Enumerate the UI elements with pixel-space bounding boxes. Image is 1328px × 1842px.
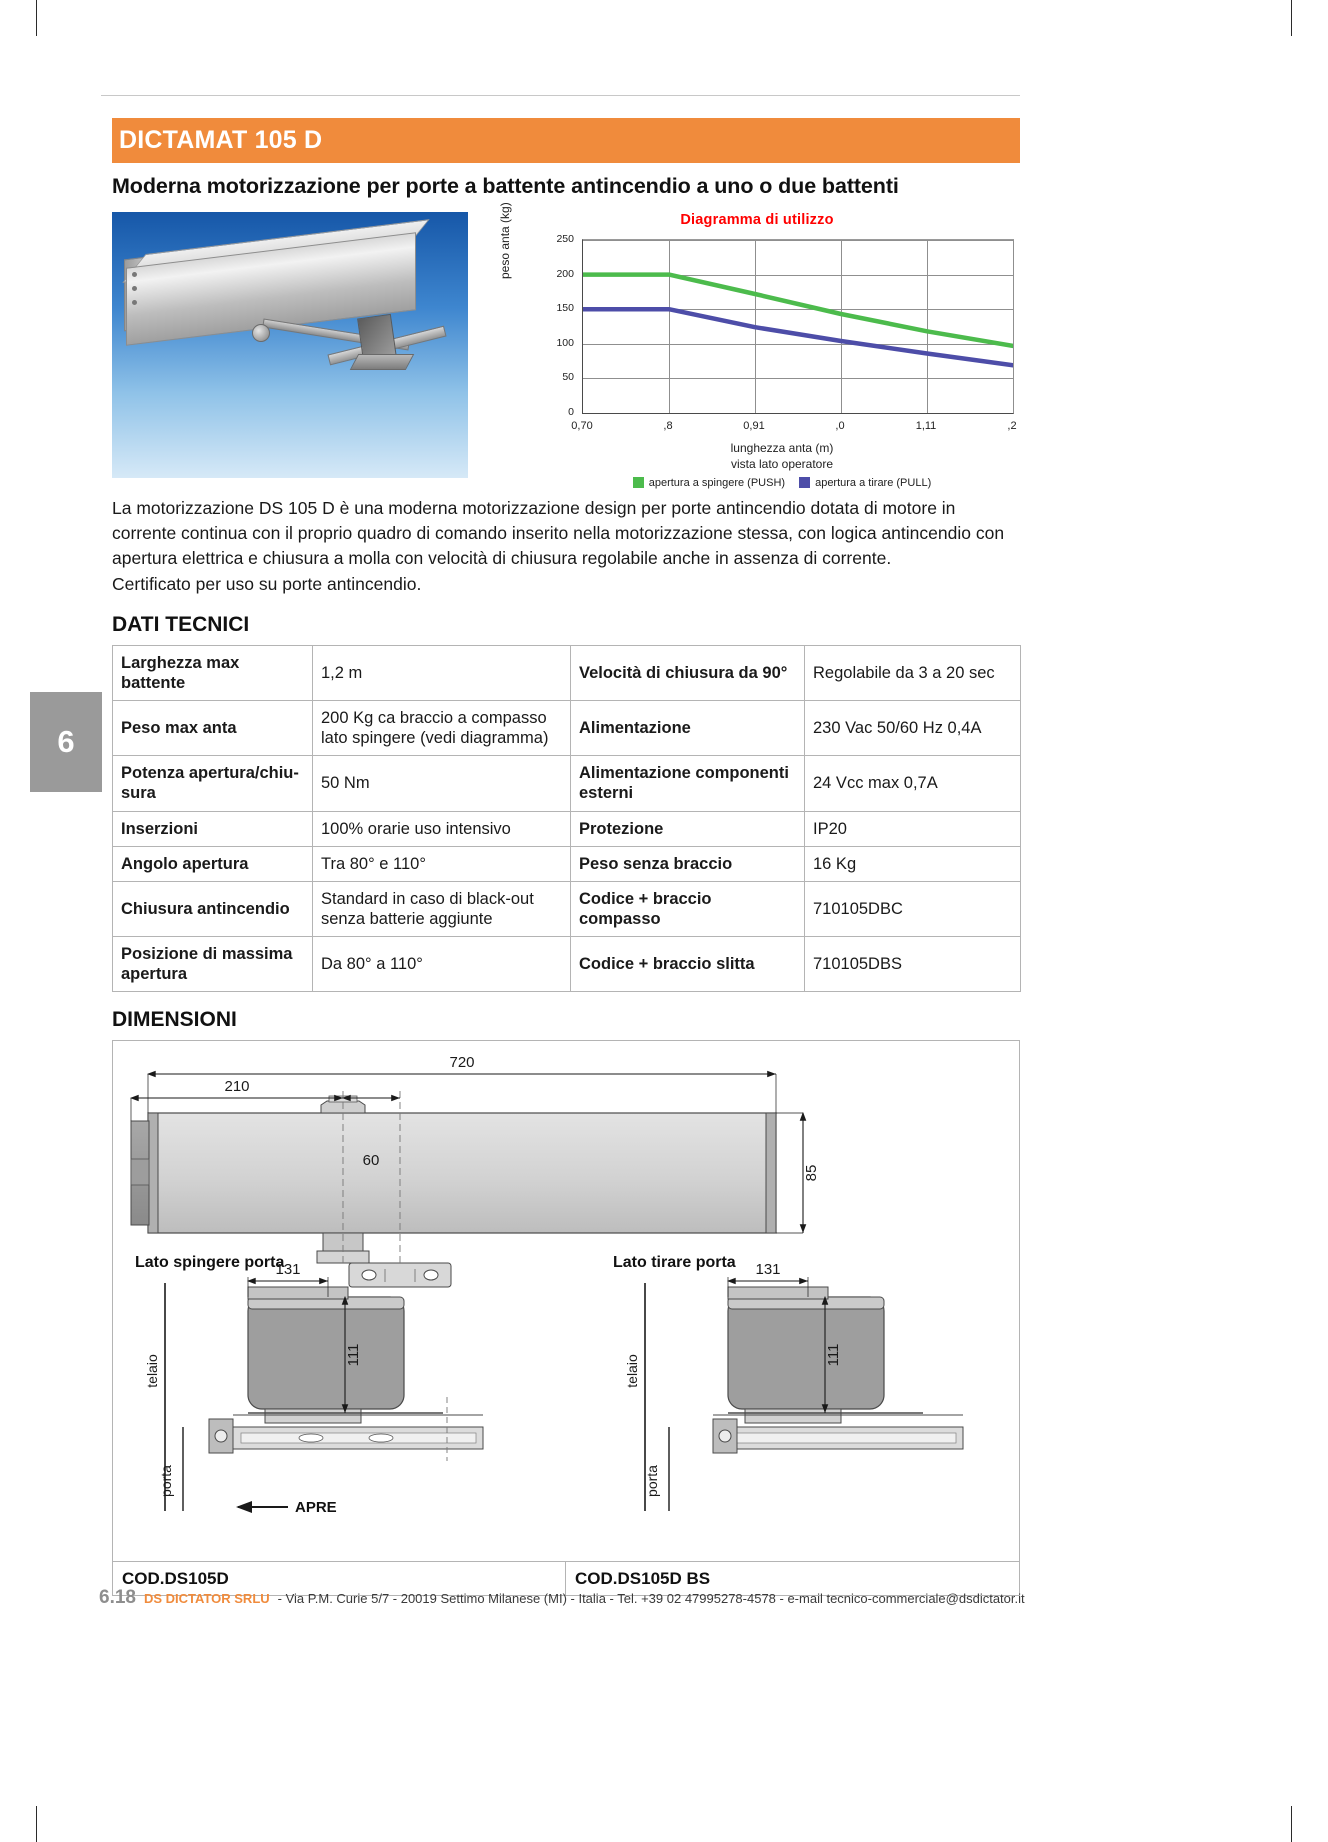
spec-label: Peso max anta: [113, 701, 313, 756]
dimensions-heading: DIMENSIONI: [112, 1008, 237, 1032]
legend-label-pull: apertura a tirare (PULL): [815, 476, 932, 489]
right-view-caption: Lato tirare porta: [613, 1254, 736, 1272]
chart-title: Diagramma di utilizzo: [680, 212, 834, 228]
chart-x-axis-label-line2: vista lato operatore: [730, 456, 834, 471]
dim-label-210: 210: [224, 1078, 250, 1096]
footer-page-number: 6.18: [99, 1587, 136, 1608]
product-title: DICTAMAT 105 D: [119, 126, 323, 154]
chart-canvas: [582, 239, 1014, 414]
chart-x-tick-label: ,8: [663, 420, 673, 432]
spec-value: 710105DBC: [805, 881, 1021, 936]
chart-y-tick-label: 250: [556, 233, 574, 245]
left-dim-label-131: 131: [275, 1261, 301, 1279]
right-view-telaio-label: telaio: [624, 1354, 640, 1388]
header-divider: [101, 95, 1020, 96]
product-description: [112, 496, 1020, 597]
chart-x-tick-label: ,0: [835, 420, 845, 432]
dimensions-svg: [113, 1041, 1019, 1561]
spec-value: Tra 80° e 110°: [313, 846, 571, 881]
code-left: COD.DS105D: [113, 1562, 566, 1595]
hero-row: [112, 202, 1020, 489]
spec-value: 230 Vac 50/60 Hz 0,4A: [805, 701, 1021, 756]
spec-value: Standard in caso di black-out senza batterie aggiunte: [313, 881, 571, 936]
table-row: [113, 881, 1021, 936]
page-footer: [99, 1587, 1229, 1609]
chart-y-tick-label: 100: [556, 336, 574, 349]
chart-y-tick-label: 0: [568, 406, 574, 418]
legend-swatch-pull: [799, 477, 810, 488]
chart-y-tick-label: 200: [556, 267, 574, 280]
chart-x-axis-label-line1: lunghezza anta (m): [730, 441, 834, 455]
legend-item-pull: [799, 477, 931, 489]
footer-address: - Via P.M. Curie 5/7 - 20019 Settimo Milanese (MI) - Italia - Tel. +39 02 47995278-4578 - e-mail tecnico-commerciale@dsdictator.it: [277, 1591, 1025, 1606]
chart-x-tick-label: ,2: [1007, 420, 1017, 432]
spec-value: Da 80° a 110°: [313, 937, 571, 992]
spec-label: Chiusura antincendio: [113, 881, 313, 936]
dim-label-85: 85: [803, 1164, 820, 1182]
spec-label: Peso senza braccio: [571, 846, 805, 881]
tech-data-table: [112, 645, 1021, 993]
left-dim-label-111: 111: [345, 1343, 362, 1367]
product-mounting-foot: [350, 354, 415, 370]
usage-chart: [468, 202, 1020, 489]
chart-y-tick-label: 150: [556, 302, 574, 315]
description-line-3: apertura elettrica e chiusura a molla con velocità di chiusura regolabile anche in assenza di corrente.: [112, 548, 892, 569]
spec-value: Regolabile da 3 a 20 sec: [805, 645, 1021, 700]
table-row: [113, 937, 1021, 992]
dimensions-drawing: [112, 1040, 1020, 1562]
chart-x-axis-label: [544, 441, 1020, 473]
legend-label-push: apertura a spingere (PUSH): [648, 476, 786, 489]
spec-label: Potenza apertura/chiu-sura: [113, 756, 313, 811]
description-line-4: Certificato per uso su porte antincendio.: [112, 573, 422, 594]
chart-x-tick-label: 0,70: [571, 420, 593, 432]
right-view-porta-label: porta: [644, 1465, 660, 1498]
legend-swatch-push: [633, 477, 644, 488]
spec-label: Protezione: [571, 811, 805, 846]
dim-label-60: 60: [362, 1152, 380, 1170]
chart-series-line-pull: [583, 309, 1013, 365]
page-content: [112, 118, 1020, 1596]
spec-value: 50 Nm: [313, 756, 571, 811]
spec-value: IP20: [805, 811, 1021, 846]
spec-label: Alimentazione componenti esterni: [571, 756, 805, 811]
right-dim-label-111: 111: [825, 1343, 842, 1367]
left-view-porta-label: porta: [158, 1465, 174, 1498]
section-tab-number: 6: [57, 724, 75, 759]
description-line-2: corrente continua con il proprio quadro di comando inserito nella motorizzazione stessa, con logica antincendio con: [112, 523, 1005, 544]
apre-label: APRE: [295, 1499, 337, 1517]
spec-value: 24 Vcc max 0,7A: [805, 756, 1021, 811]
chart-y-axis-label: peso anta (kg): [498, 202, 512, 279]
spec-label: Angolo apertura: [113, 846, 313, 881]
table-row: [113, 811, 1021, 846]
product-arm-pivot: [252, 324, 270, 342]
section-tab: [30, 692, 102, 792]
dim-label-720: 720: [449, 1054, 475, 1072]
chart-legend: [544, 477, 1020, 489]
footer-brand: DS DICTATOR SRLU: [143, 1591, 270, 1606]
tech-data-heading: DATI TECNICI: [112, 612, 250, 636]
spec-value: 200 Kg ca braccio a compasso lato spingere (vedi diagramma): [313, 701, 571, 756]
spec-label: Larghezza max battente: [113, 645, 313, 700]
spec-label: Posizione di massima apertura: [113, 937, 313, 992]
table-row: [113, 701, 1021, 756]
chart-y-tick-label: 50: [562, 371, 574, 384]
right-dim-label-131: 131: [755, 1261, 781, 1279]
product-photo: [112, 212, 468, 478]
spec-value: 100% orarie uso intensivo: [313, 811, 571, 846]
left-view-caption: Lato spingere porta: [135, 1254, 285, 1272]
spec-label: Velocità di chiusura da 90°: [571, 645, 805, 700]
screw-icon: [132, 272, 137, 277]
spec-value: 710105DBS: [805, 937, 1021, 992]
table-row: [113, 645, 1021, 700]
table-row: [113, 756, 1021, 811]
table-row: [113, 846, 1021, 881]
screw-icon: [132, 300, 137, 305]
chart-series-layer: [583, 240, 1013, 413]
product-title-bar: [112, 118, 1020, 163]
spec-label: Alimentazione: [571, 701, 805, 756]
screw-icon: [132, 286, 137, 291]
chart-x-tick-label: 1,11: [915, 420, 937, 432]
left-view-telaio-label: telaio: [144, 1354, 160, 1388]
chart-gridline-vertical: [1013, 240, 1014, 413]
description-line-1: La motorizzazione DS 105 D è una moderna motorizzazione design per porte antincendio dotata di motore in: [112, 498, 956, 518]
spec-label: Codice + braccio slitta: [571, 937, 805, 992]
legend-item-push: [633, 477, 785, 489]
spec-label: Codice + braccio compasso: [571, 881, 805, 936]
chart-x-tick-label: 0,91: [743, 420, 765, 432]
code-right: COD.DS105D BS: [575, 1568, 711, 1588]
spec-label: Inserzioni: [113, 811, 313, 846]
spec-value: 16 Kg: [805, 846, 1021, 881]
spec-value: 1,2 m: [313, 645, 571, 700]
product-subtitle: Moderna motorizzazione per porte a battente antincendio a uno o due battenti: [112, 174, 899, 198]
